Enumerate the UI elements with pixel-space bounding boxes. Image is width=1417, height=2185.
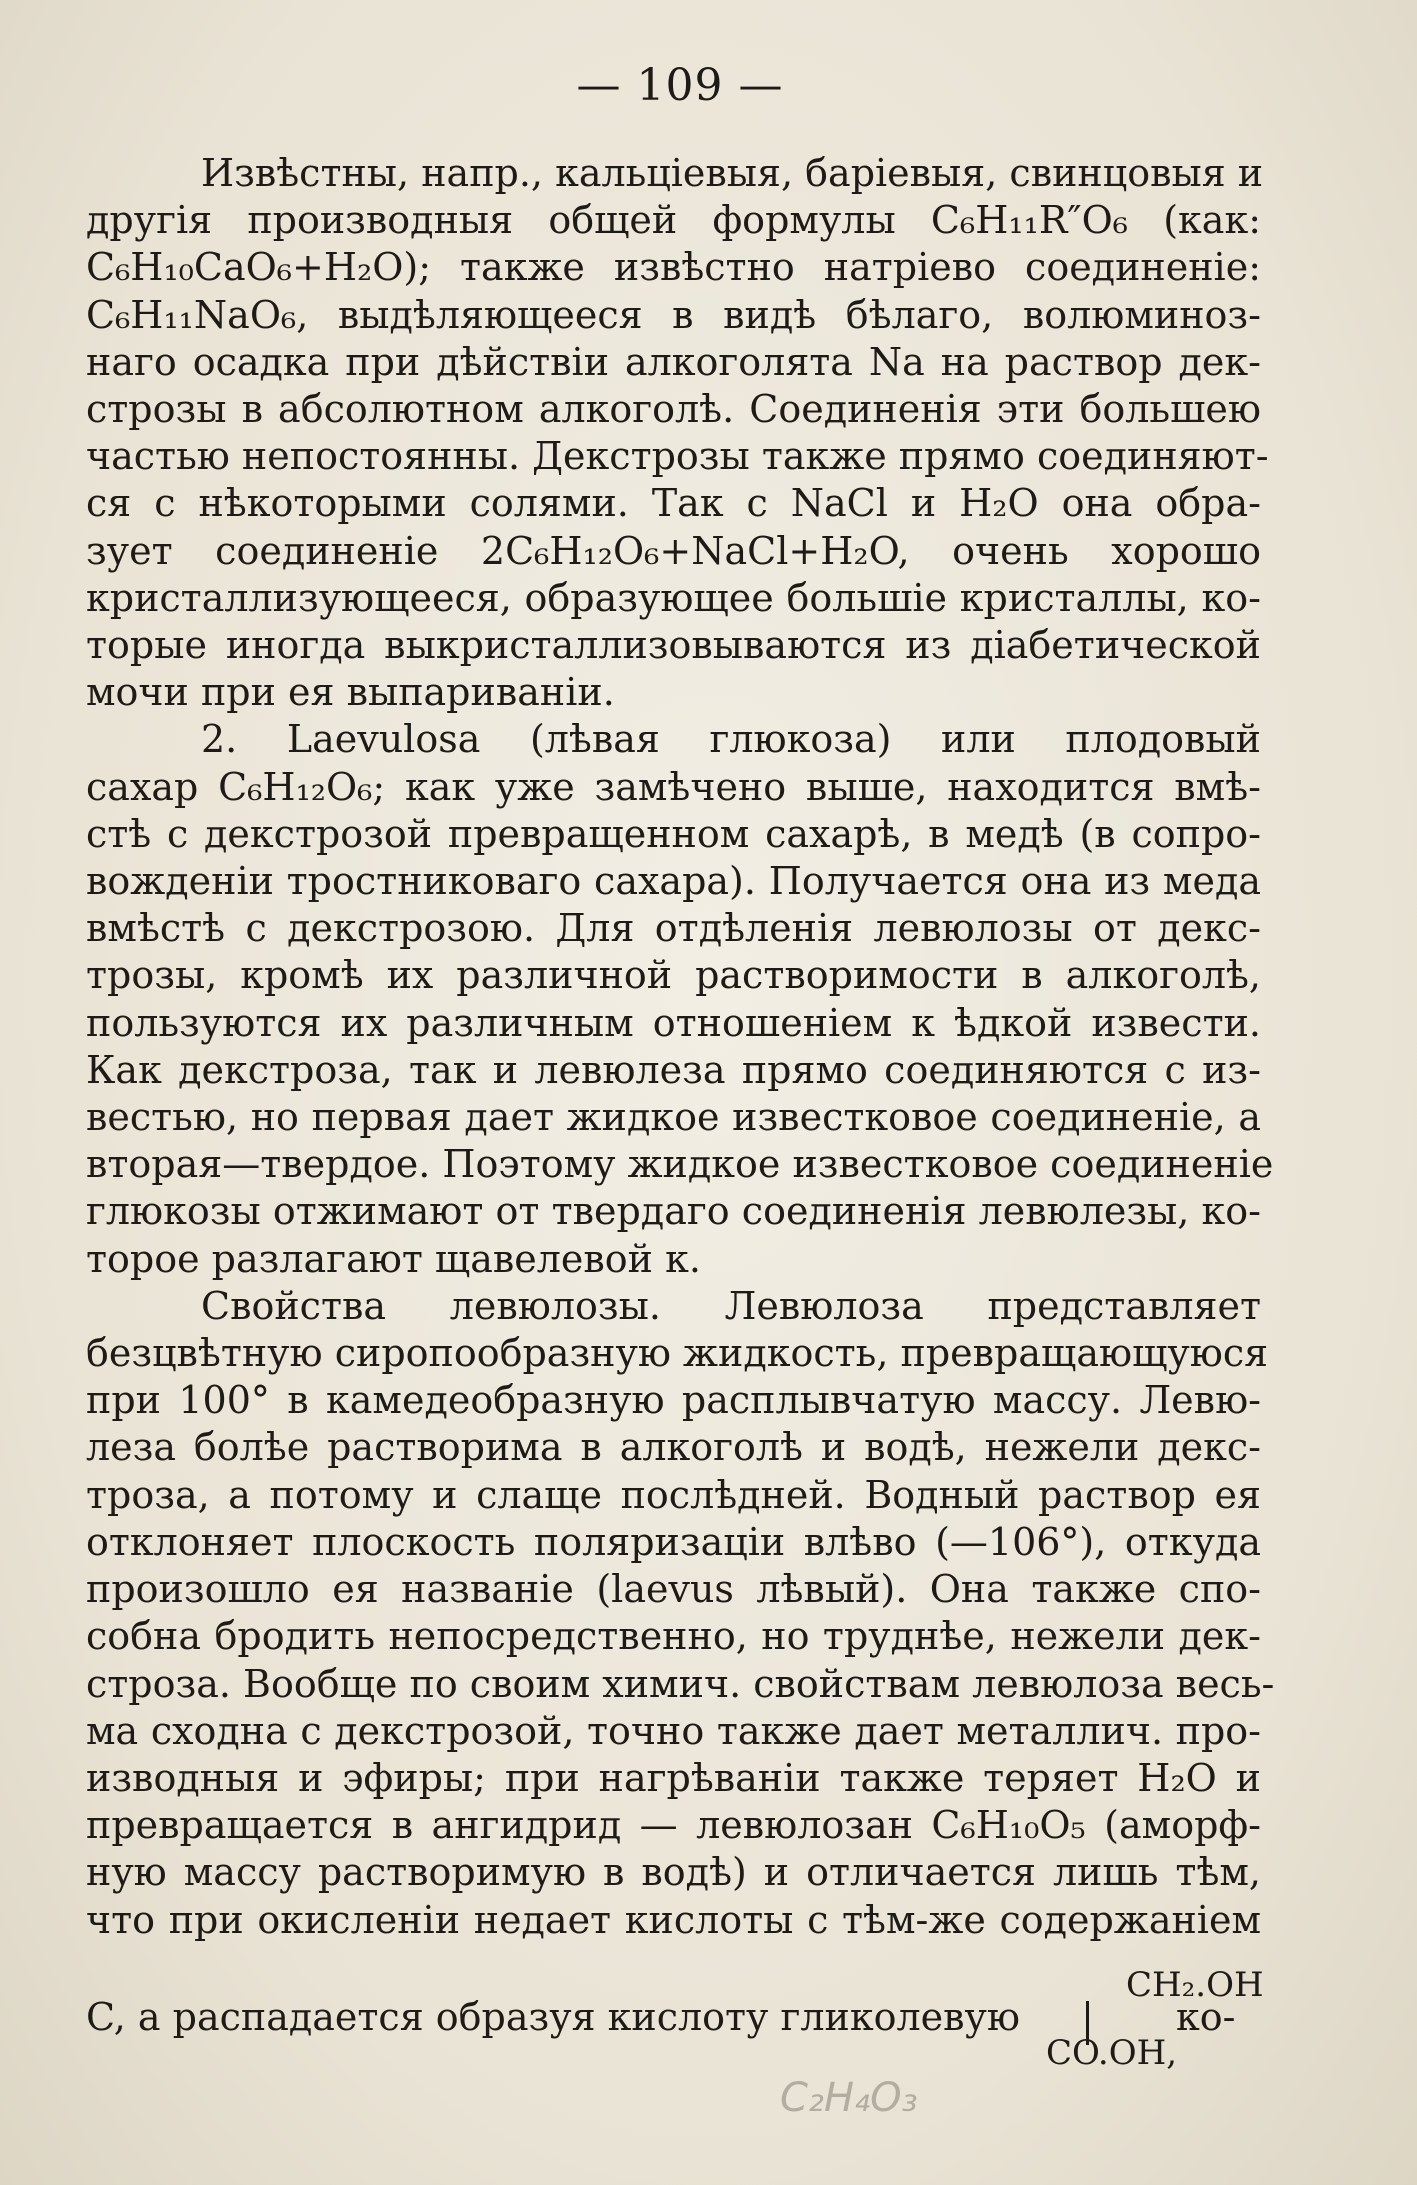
- text-line: троза, а потому и слаще послѣдней. Водный раствор ея: [86, 1472, 1261, 1517]
- text-line: вмѣстѣ с декстрозою. Для отдѣленія левюлозы от декс-: [86, 906, 1261, 951]
- text-line: безцвѣтную сиропообразную жидкость, превращающуюся: [86, 1331, 1269, 1376]
- text-line: кристаллизующееся, образующее большіе кристаллы, ко-: [86, 575, 1261, 620]
- section-heading-line: Свойства левюлозы. Левюлоза представляет: [201, 1283, 1261, 1328]
- text-line: C₆H₁₁NaO₆, выдѣляющееся в видѣ бѣлаго, волюминоз-: [86, 292, 1261, 337]
- formula-tail: ко-: [1176, 1995, 1236, 2039]
- text-line: вторая—твердое. Поэтому жидкое известковое соединеніе: [86, 1142, 1274, 1187]
- text-line: отклоняет плоскость поляризаціи влѣво (—106°), откуда: [86, 1519, 1261, 1564]
- text-line: что при окисленіи недает кислоты с тѣм-же содержаніем: [86, 1897, 1261, 1942]
- text-line: наго осадка при дѣйствіи алкоголята Na на раствор дек-: [86, 339, 1261, 384]
- body-text: [86, 150, 1275, 1944]
- text-line: строза. Вообще по своим химич. свойствам левюлоза весь-: [86, 1661, 1275, 1706]
- page-number: — 109 —: [576, 60, 784, 111]
- text-line: C₆H₁₀CaO₆+H₂O); также извѣстно натріево соединеніе:: [86, 245, 1261, 290]
- formula-text: C, а распадается образуя кислоту гликолевую: [86, 1995, 1020, 2039]
- formula-bottom: CO.OH,: [1046, 2033, 1178, 2073]
- text-line: превращается в ангидрид — левюлозан C₆H₁₀O₅ (аморф-: [86, 1803, 1261, 1848]
- text-line: при 100° в камедеобразную расплывчатую массу. Левю-: [86, 1378, 1261, 1423]
- text-line: ся с нѣкоторыми солями. Так с NaCl и H₂O она обра-: [86, 481, 1261, 526]
- text-line: пользуются их различным отношеніем к ѣдкой извести.: [86, 1000, 1261, 1045]
- text-line: произошло ея названіе (laevus лѣвый). Она также спо-: [86, 1567, 1261, 1612]
- text-line: строзы в абсолютном алкоголѣ. Соединенія эти большею: [86, 387, 1261, 432]
- text-line: торые иногда выкристаллизовываются из діабетической: [86, 623, 1261, 668]
- text-line: другія производныя общей формулы C₆H₁₁R″O₆ (как:: [86, 198, 1261, 243]
- text-line: вестью, но первая дает жидкое известковое соединеніе, а: [86, 1095, 1261, 1140]
- text-line: зует соединеніе 2C₆H₁₂O₆+NaCl+H₂O, очень хорошо: [86, 528, 1261, 573]
- text-line: сахар C₆H₁₂O₆; как уже замѣчено выше, находится вмѣ-: [86, 764, 1261, 809]
- text-line: Как декстроза, так и левюлеза прямо соединяются с из-: [86, 1047, 1261, 1092]
- section-heading-line: 2. Laevulosa (лѣвая глюкоза) или плодовый: [201, 717, 1261, 762]
- text-line: частью непостоянны. Декстрозы также прямо соединяют-: [86, 434, 1269, 479]
- pencil-annotation: C₂H₄O₃: [780, 2075, 918, 2121]
- text-line: собна бродить непосредственно, но труднѣе, нежели дек-: [86, 1614, 1261, 1659]
- text-line: торое разлагают щавелевой к.: [86, 1236, 701, 1281]
- text-line: леза болѣе растворима в алкоголѣ и водѣ, нежели декс-: [86, 1425, 1261, 1470]
- text-line: изводныя и эфиры; при нагрѣваніи также теряет H₂O и: [86, 1755, 1261, 1800]
- text-line: вожденіи тростниковаго сахара). Получается она из меда: [86, 859, 1261, 904]
- text-line: ную массу растворимую в водѣ) и отличается лишь тѣм,: [86, 1850, 1261, 1895]
- text-line: трозы, кромѣ их различной растворимости в алкоголѣ,: [86, 953, 1261, 998]
- text-line: мочи при ея выпариваніи.: [86, 670, 615, 715]
- formula-top: CH₂.OH: [1126, 1965, 1264, 2005]
- text-line: глюкозы отжимают от твердаго соединенія левюлезы, ко-: [86, 1189, 1261, 1234]
- text-line: Извѣстны, напр., кальціевыя, баріевыя, свинцовыя и: [201, 151, 1264, 195]
- text-line: ма сходна с декстрозой, точно также дает металлич. про-: [86, 1708, 1261, 1753]
- text-line: стѣ с декстрозой превращенном сахарѣ, в медѣ (в сопро-: [86, 811, 1261, 856]
